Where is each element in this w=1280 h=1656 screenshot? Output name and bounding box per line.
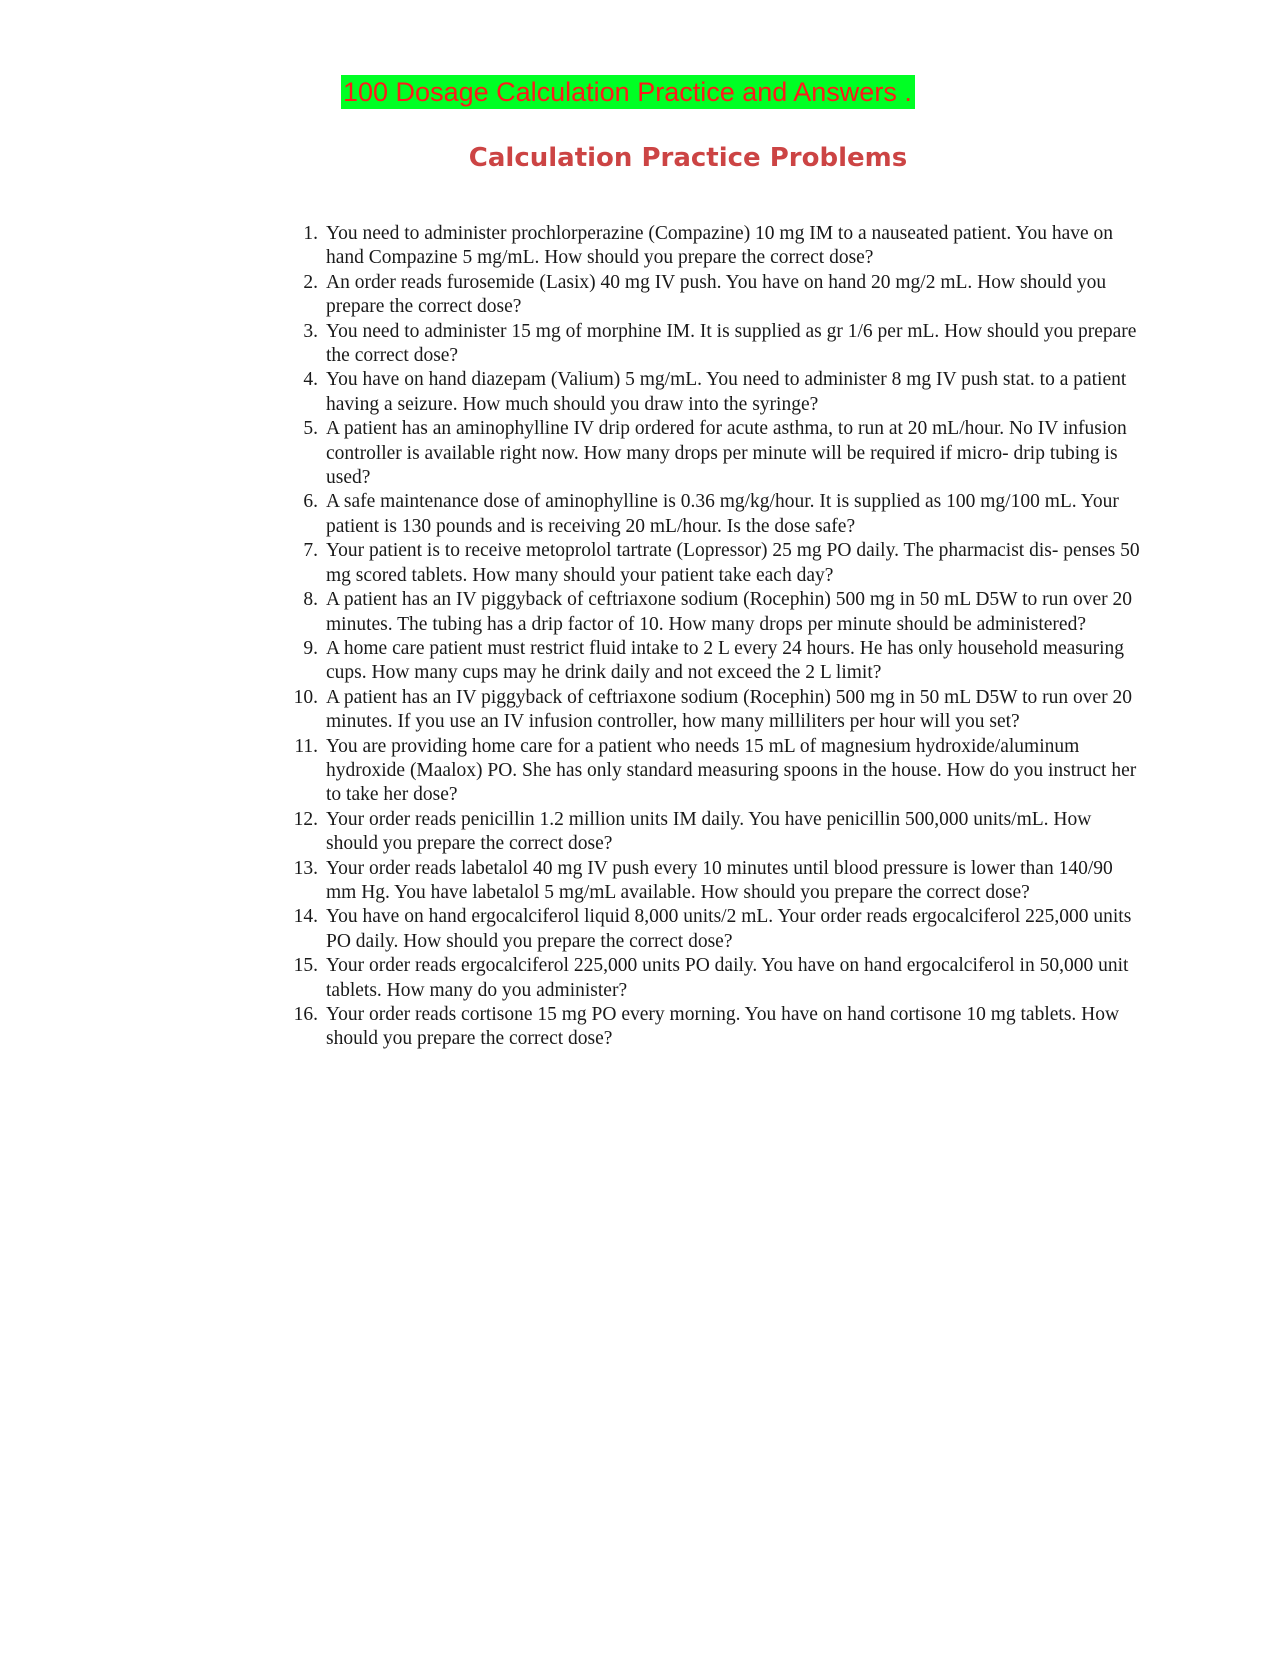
problem-item: [280, 1003, 1140, 1052]
problem-item: [280, 490, 1140, 539]
problem-list: [280, 222, 1140, 1052]
problem-text: You have on hand ergocalciferol liquid 8,000 units/2 mL. Your order reads ergocalciferol 225,000 units PO daily. How should you prepare the correct dose?: [326, 906, 1132, 952]
problem-number: 8.: [303, 589, 318, 611]
problem-text: An order reads furosemide (Lasix) 40 mg IV push. You have on hand 20 mg/2 mL. How should you prepare the correct dose?: [326, 271, 1107, 318]
problem-item: [280, 588, 1140, 637]
problem-number: 5.: [303, 418, 318, 440]
problem-number: 13.: [293, 857, 318, 879]
problem-text: You have on hand diazepam (Valium) 5 mg/mL. You need to administer 8 mg IV push stat. to a patient having a seizure. How much should you draw into the syringe?: [326, 369, 1127, 415]
problem-number: 1.: [303, 223, 318, 244]
section-heading: Calculation Practice Problems: [468, 143, 908, 173]
problem-item: [280, 539, 1140, 588]
problem-item: [280, 320, 1140, 369]
problem-item: [280, 271, 1140, 320]
problem-number: 3.: [303, 320, 318, 342]
problem-text: You need to administer prochlorperazine (Compazine) 10 mg IM to a nauseated patient. You have on hand Compazine 5 mg/mL. How should you prepare the correct dose?: [326, 223, 1114, 269]
problem-item: [280, 808, 1140, 857]
problem-item: [280, 637, 1140, 686]
problem-number: 12.: [293, 808, 318, 830]
problem-text: Your patient is to receive metoprolol tartrate (Lopressor) 25 mg PO daily. The pharmacist dis- penses 50 mg scored tablets. How many should your patient take each day?: [326, 540, 1140, 586]
problem-item: [280, 954, 1140, 1003]
problem-number: 2.: [303, 271, 318, 293]
problem-item: [280, 417, 1140, 490]
problem-number: 7.: [303, 540, 318, 562]
problem-number: 4.: [303, 369, 318, 391]
problem-text: Your order reads penicillin 1.2 million units IM daily. You have penicillin 500,000 units/mL. How should you prepare the correct dose?: [326, 808, 1092, 855]
problem-text: You need to administer 15 mg of morphine IM. It is supplied as gr 1/6 per mL. How should you prepare the correct dose?: [326, 320, 1137, 367]
problem-number: 11.: [294, 735, 318, 757]
document-title: 100 Dosage Calculation Practice and Answers .: [341, 75, 915, 109]
problem-number: 16.: [293, 1004, 318, 1025]
problem-item: [280, 222, 1140, 271]
problem-number: 6.: [303, 491, 318, 513]
problem-item: [280, 905, 1140, 954]
problem-text: A patient has an IV piggyback of ceftriaxone sodium (Rocephin) 500 mg in 50 mL D5W to run over 20 minutes. If you use an IV infusion controller, how many milliliters per hour will you set?: [326, 686, 1133, 733]
problem-number: 15.: [293, 955, 318, 977]
problem-text: A patient has an aminophylline IV drip ordered for acute asthma, to run at 20 mL/hour. No IV infusion controller is available right now. How many drops per minute will be required if micro- drip tubing is used?: [326, 418, 1127, 489]
problem-text: A home care patient must restrict fluid intake to 2 L every 24 hours. He has only household measuring cups. How many cups may he drink daily and not exceed the 2 L limit?: [326, 637, 1125, 684]
problem-text: Your order reads cortisone 15 mg PO every morning. You have on hand cortisone 10 mg tablets. How should you prepare the correct dose?: [326, 1004, 1120, 1050]
problem-item: [280, 368, 1140, 417]
problem-number: 14.: [293, 906, 318, 928]
problem-number: 10.: [293, 686, 318, 708]
problem-text: A patient has an IV piggyback of ceftriaxone sodium (Rocephin) 500 mg in 50 mL D5W to run over 20 minutes. The tubing has a drip factor of 10. How many drops per minute should be administered?: [326, 589, 1133, 635]
problem-text: Your order reads labetalol 40 mg IV push every 10 minutes until blood pressure is lower than 140/90 mm Hg. You have labetalol 5 mg/mL available. How should you prepare the correct dose?: [326, 857, 1113, 903]
problem-number: 9.: [303, 637, 318, 659]
problem-text: Your order reads ergocalciferol 225,000 units PO daily. You have on hand ergocalciferol in 50,000 unit tablets. How many do you administer?: [326, 955, 1129, 1001]
problem-item: [280, 735, 1140, 808]
problem-item: [280, 857, 1140, 906]
problem-item: [280, 686, 1140, 735]
problem-text: You are providing home care for a patient who needs 15 mL of magnesium hydroxide/aluminum hydroxide (Maalox) PO. She has only standard measuring spoons in the house. How do you instruct her to take her dose?: [326, 735, 1137, 806]
problem-text: A safe maintenance dose of aminophylline is 0.36 mg/kg/hour. It is supplied as 100 mg/100 mL. Your patient is 130 pounds and is receiving 20 mL/hour. Is the dose safe?: [326, 491, 1119, 537]
